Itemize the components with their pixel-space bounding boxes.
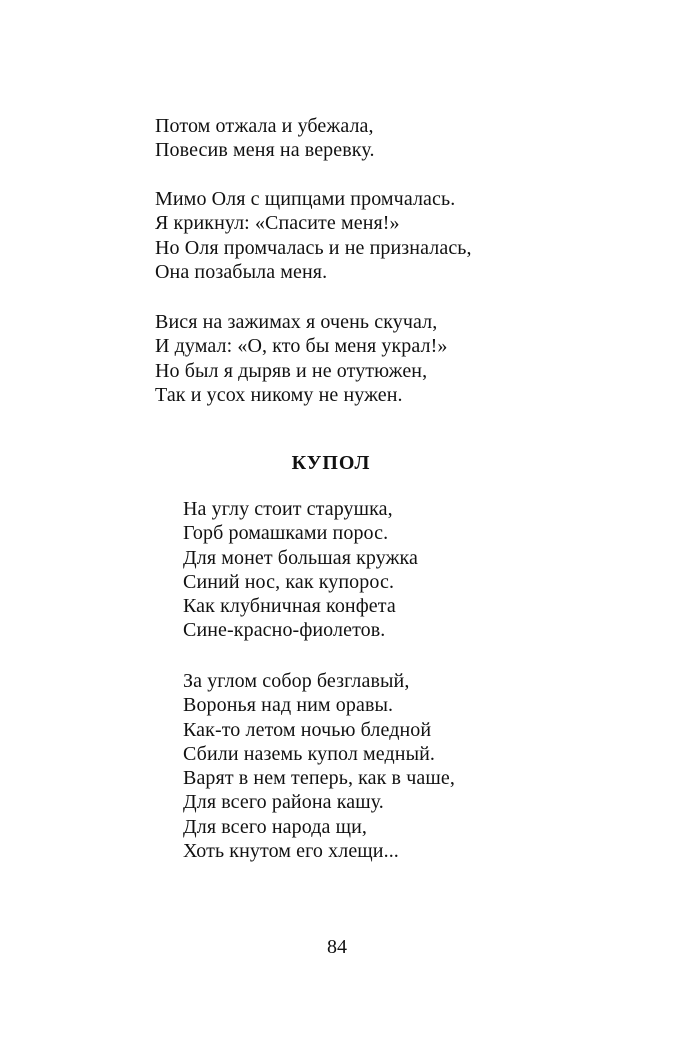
verse-line: Воронья над ним оравы. bbox=[183, 694, 394, 717]
verse-line: Но Оля промчалась и не призналась, bbox=[155, 236, 472, 259]
stanza bbox=[155, 187, 472, 284]
verse-line: Повесив меня на веревку. bbox=[155, 139, 375, 162]
verse-line: И думал: «О, кто бы меня украл!» bbox=[155, 335, 448, 358]
verse-line: Для монет большая кружка bbox=[183, 546, 418, 569]
verse-line: Как клубничная конфета bbox=[183, 595, 396, 618]
verse-line: Но был я дыряв и не отутюжен, bbox=[155, 359, 428, 382]
stanza bbox=[183, 669, 455, 863]
verse-line: Для всего народа щи, bbox=[183, 815, 368, 838]
verse-line: За углом собор безглавый, bbox=[183, 670, 410, 692]
stanza bbox=[155, 114, 375, 163]
page-number: 84 bbox=[327, 936, 347, 958]
verse-line: Она позабыла меня. bbox=[155, 260, 328, 283]
verse-line: Горб ромашками порос. bbox=[183, 522, 389, 545]
verse-line: На углу стоит старушка, bbox=[183, 498, 393, 520]
verse-line: Синий нос, как купорос. bbox=[183, 570, 395, 593]
verse-line: Как-то летом ночью бледной bbox=[183, 718, 432, 741]
verse-line: Я крикнул: «Спасите меня!» bbox=[155, 212, 400, 235]
verse-line: Потом отжала и убежала, bbox=[155, 115, 374, 137]
verse-line: Сине-красно-фиолетов. bbox=[183, 619, 386, 642]
poem-title: КУПОЛ bbox=[291, 452, 371, 474]
verse-line: Сбили наземь купол медный. bbox=[183, 742, 436, 765]
stanza bbox=[155, 310, 448, 407]
verse-line: Так и усох никому не нужен. bbox=[155, 383, 403, 406]
verse-line: Варят в нем теперь, как в чаше, bbox=[183, 767, 455, 790]
stanza bbox=[183, 497, 418, 643]
verse-line: Хоть кнутом его хлещи... bbox=[183, 840, 399, 863]
verse-line: Для всего района кашу. bbox=[183, 791, 384, 814]
verse-line: Мимо Оля с щипцами промчалась. bbox=[155, 188, 456, 210]
verse-line: Вися на зажимах я очень скучал, bbox=[155, 311, 438, 333]
